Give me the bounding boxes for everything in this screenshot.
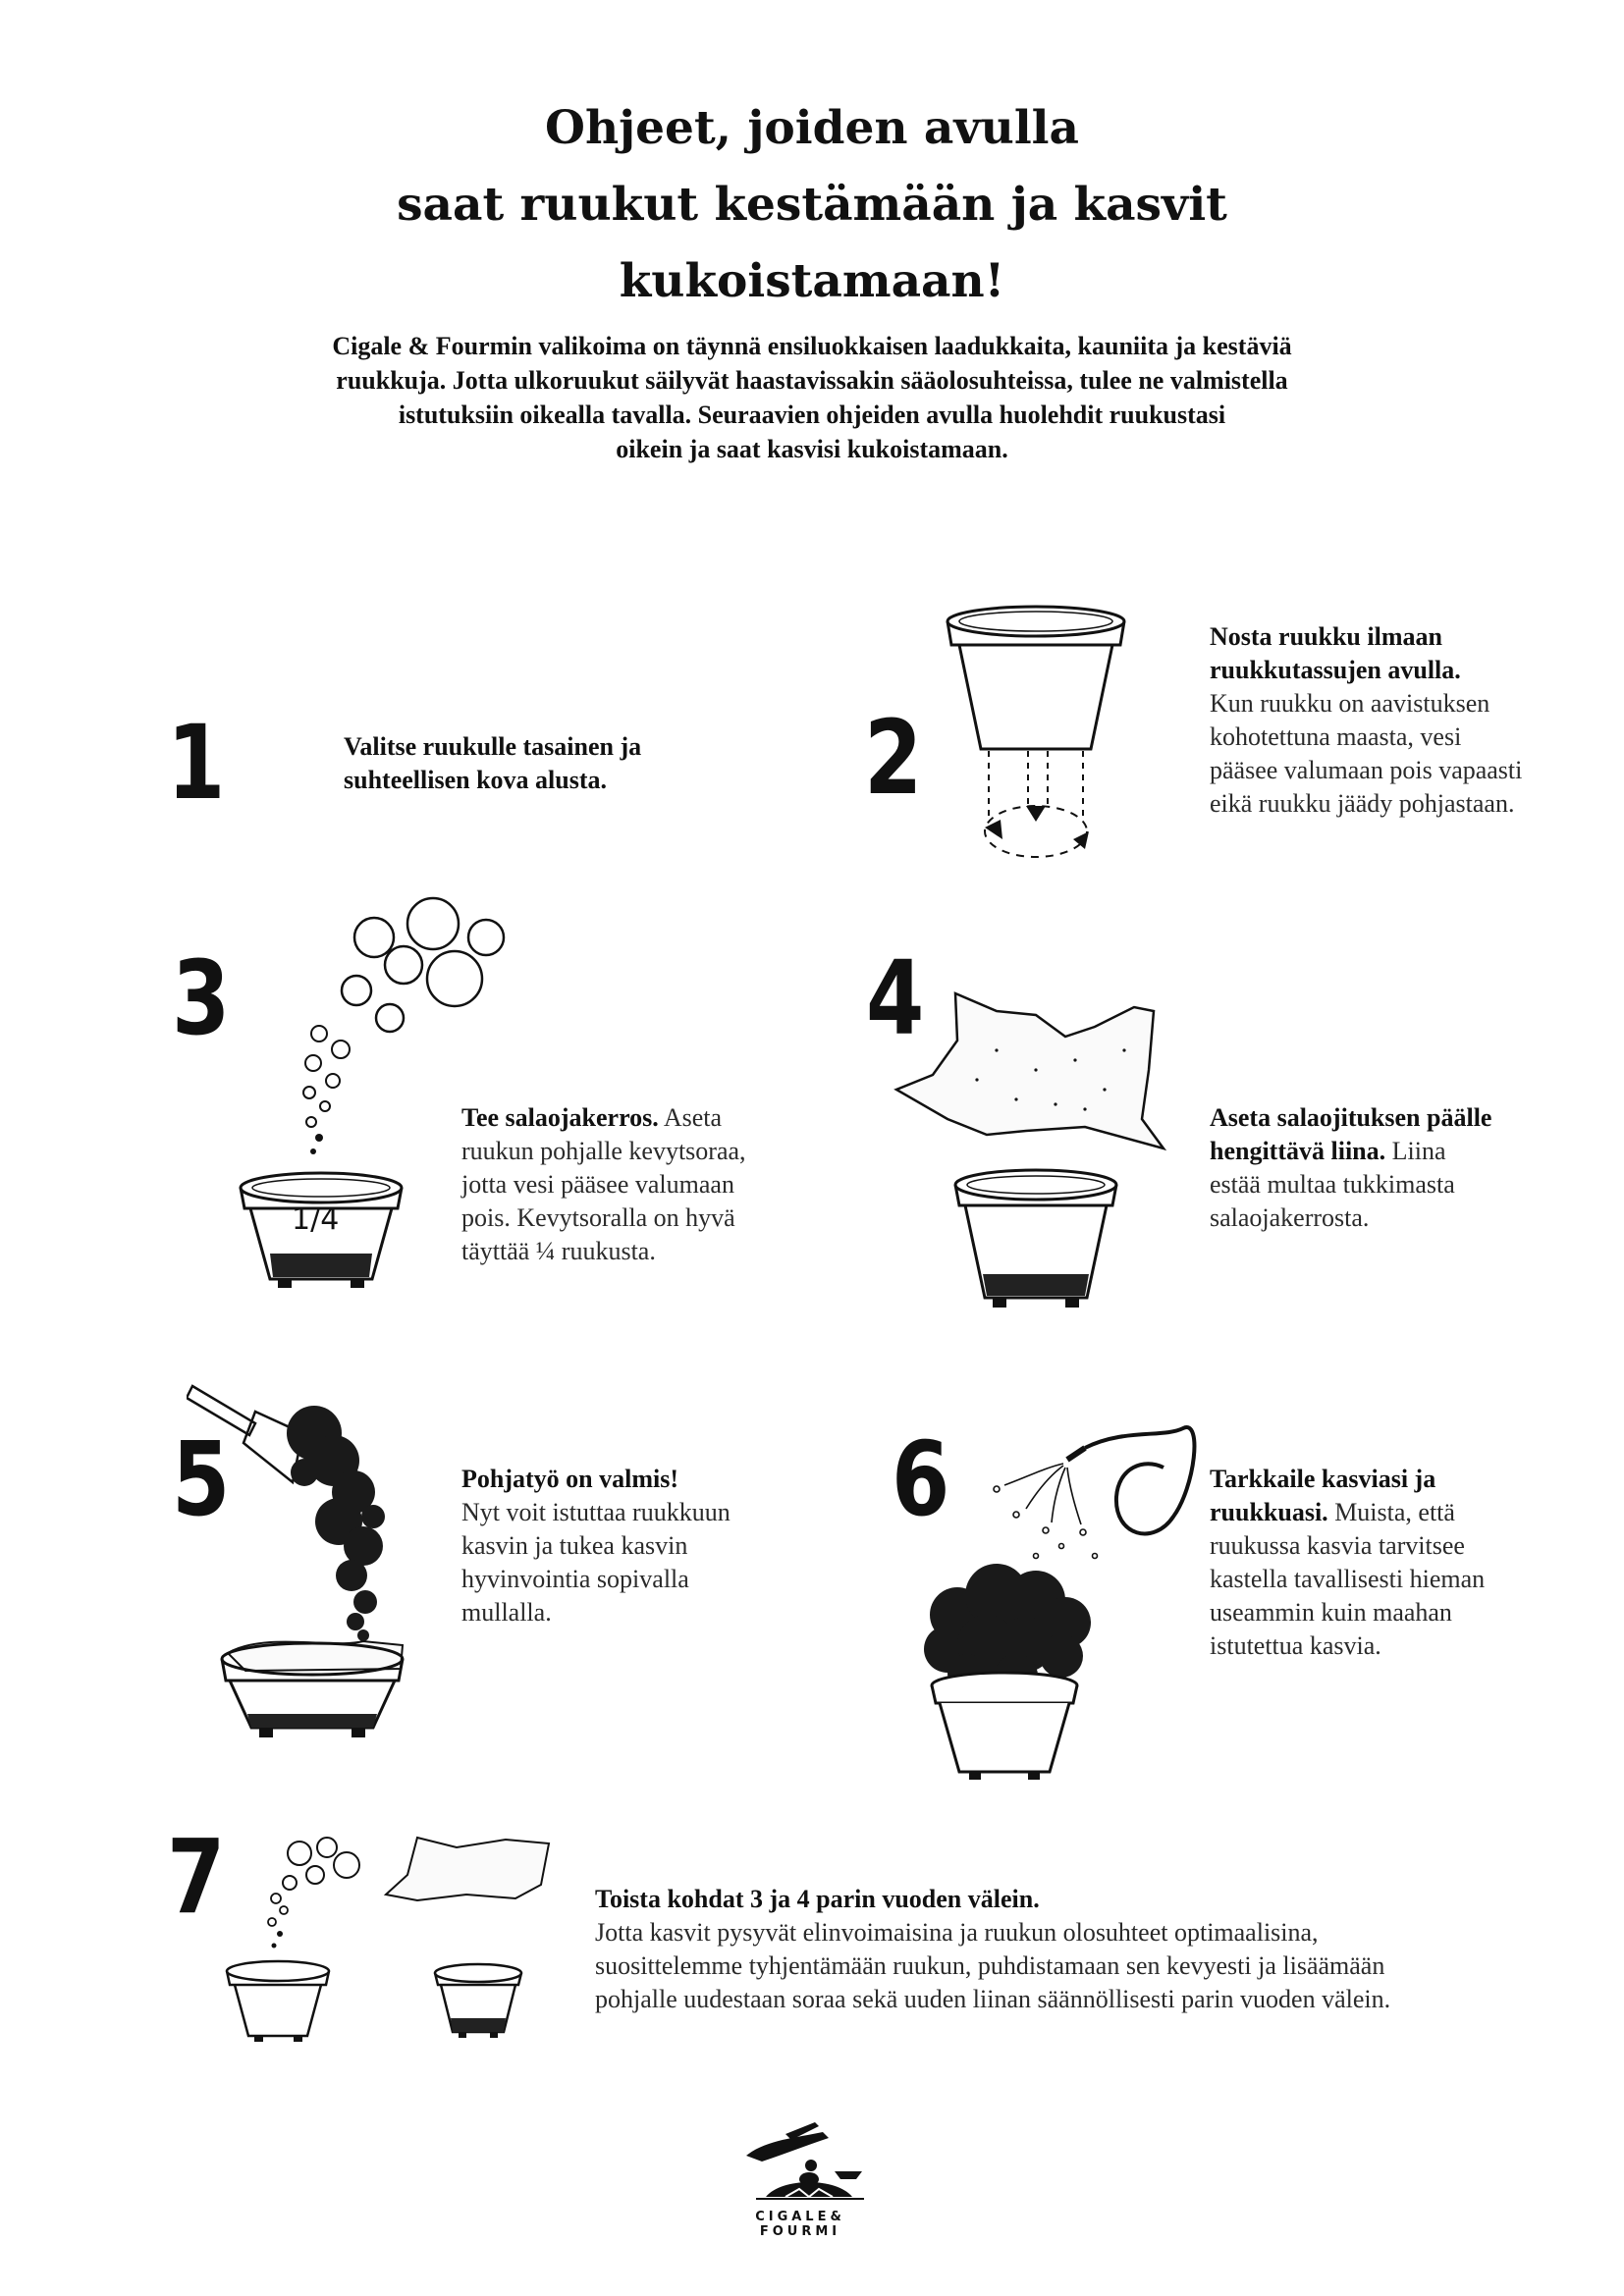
- step-6-bold-last: ruukkuasi.: [1210, 1498, 1328, 1526]
- intro-paragraph: [0, 329, 1624, 466]
- intro-line: istutuksiin oikealla tavalla. Seuraavien ohjeiden avulla huolehdit ruukustasi: [398, 400, 1226, 429]
- step-5-line: hyvinvointia sopivalla: [461, 1565, 689, 1593]
- step-5-text: [461, 1463, 731, 1629]
- step-6-line: ruukussa kasvia tarvitsee: [1210, 1531, 1465, 1560]
- raised-pot-illustration: [938, 604, 1134, 879]
- step-1-bold-line: Valitse ruukulle tasainen ja: [344, 732, 642, 761]
- pot-fraction-label: 1/4: [292, 1202, 340, 1237]
- step-6-bold-line: Tarkkaile kasviasi ja: [1210, 1465, 1436, 1493]
- step-number-4: 4: [866, 938, 925, 1058]
- step-3-first-line: [461, 1101, 746, 1135]
- intro-line: Cigale & Fourmin valikoima on täynnä ensiluokkaisen laadukkaita, kauniita ja kestäviä: [332, 332, 1292, 360]
- step-4-text: [1210, 1101, 1491, 1235]
- step-5-line: kasvin ja tukea kasvin: [461, 1531, 688, 1560]
- step-7-bold-line: Toista kohdat 3 ja 4 parin vuoden välein.: [595, 1885, 1040, 1913]
- step-3-text: [461, 1101, 746, 1268]
- repeat-steps-illustration: [221, 1826, 574, 2061]
- step-2-line: pääsee valumaan pois vapaasti: [1210, 756, 1523, 784]
- step-3-line: täyttää ¼ ruukusta.: [461, 1237, 656, 1265]
- step-2-line: Kun ruukku on aavistuksen: [1210, 689, 1490, 718]
- intro-line: ruukkuja. Jotta ulkoruukut säilyvät haastavissakin sääolosuhteissa, tulee ne valmistella: [336, 366, 1288, 395]
- step-1-bold-line: suhteellisen kova alusta.: [344, 766, 607, 794]
- step-6-line: kastella tavallisesti hieman: [1210, 1565, 1486, 1593]
- step-3-line: pois. Kevytsoralla on hyvä: [461, 1203, 735, 1232]
- brand-logo: [727, 2120, 874, 2239]
- step-4-line: estää multaa tukkimasta: [1210, 1170, 1455, 1199]
- title-line: Ohjeet, joiden avulla: [545, 101, 1079, 155]
- step-3-line: jotta vesi pääsee valumaan: [461, 1170, 734, 1199]
- brand-name-line: FOURMI: [759, 2224, 841, 2239]
- step-7-line: suosittelemme tyhjentämään ruukun, puhdistamaan sen kevyesti ja lisäämään: [595, 1951, 1385, 1980]
- step-3-line: ruukun pohjalle kevytsoraa,: [461, 1137, 746, 1165]
- cloth-and-pot-illustration: [889, 982, 1183, 1320]
- step-4-bold-line: Aseta salaojituksen päälle: [1210, 1103, 1492, 1132]
- step-2-text: [1210, 620, 1522, 821]
- step-number-2: 2: [864, 698, 923, 818]
- watering-plant-illustration: [889, 1409, 1213, 1782]
- brand-name-line: CIGALE&: [755, 2210, 845, 2224]
- step-5-line: mullalla.: [461, 1598, 552, 1627]
- step-2-bold-line: ruukkutassujen avulla.: [1210, 656, 1461, 684]
- step-number-6: 6: [892, 1419, 950, 1539]
- step-4-second-line: [1210, 1135, 1491, 1168]
- step-2-bold-line: Nosta ruukku ilmaan: [1210, 622, 1442, 651]
- step-4-line: salaojakerrosta.: [1210, 1203, 1370, 1232]
- step-2-line: eikä ruukku jäädy pohjastaan.: [1210, 789, 1515, 818]
- title-line: saat ruukut kestämään ja kasvit: [397, 178, 1227, 232]
- page-title: [0, 90, 1624, 320]
- step-number-7: 7: [167, 1817, 226, 1937]
- step-6-line: istutettua kasvia.: [1210, 1631, 1381, 1660]
- brand-name: [727, 2210, 874, 2239]
- intro-line: oikein ja saat kasvisi kukoistamaan.: [616, 435, 1008, 463]
- step-5-bold-line: Pohjatyö on valmis!: [461, 1465, 678, 1493]
- step-6-second-line: [1210, 1496, 1485, 1529]
- step-number-3: 3: [172, 938, 231, 1058]
- step-2-line: kohotettuna maasta, vesi: [1210, 722, 1462, 751]
- step-6-line: useammin kuin maahan: [1210, 1598, 1452, 1627]
- cicada-ant-logo-icon: [727, 2120, 874, 2204]
- step-6-first-rest: Muista, että: [1327, 1498, 1455, 1526]
- step-4-first-rest: Liina: [1385, 1137, 1446, 1165]
- step-6-text: [1210, 1463, 1485, 1663]
- step-number-1: 1: [167, 703, 226, 823]
- step-1-text: [344, 730, 641, 797]
- step-4-bold-last: hengittävä liina.: [1210, 1137, 1386, 1165]
- step-3-first-rest: Aseta: [658, 1103, 723, 1132]
- step-3-bold: Tee salaojakerros.: [461, 1103, 659, 1132]
- title-line: kukoistamaan!: [619, 254, 1005, 308]
- step-5-line: Nyt voit istuttaa ruukkuun: [461, 1498, 731, 1526]
- step-7-line: pohjalle uudestaan soraa sekä uuden liinan säännöllisesti parin vuoden välein.: [595, 1985, 1391, 2013]
- step-7-text: [595, 1883, 1390, 2016]
- step-number-5: 5: [172, 1419, 231, 1539]
- step-7-line: Jotta kasvit pysyvät elinvoimaisina ja ruukun olosuhteet optimaalisina,: [595, 1918, 1319, 1947]
